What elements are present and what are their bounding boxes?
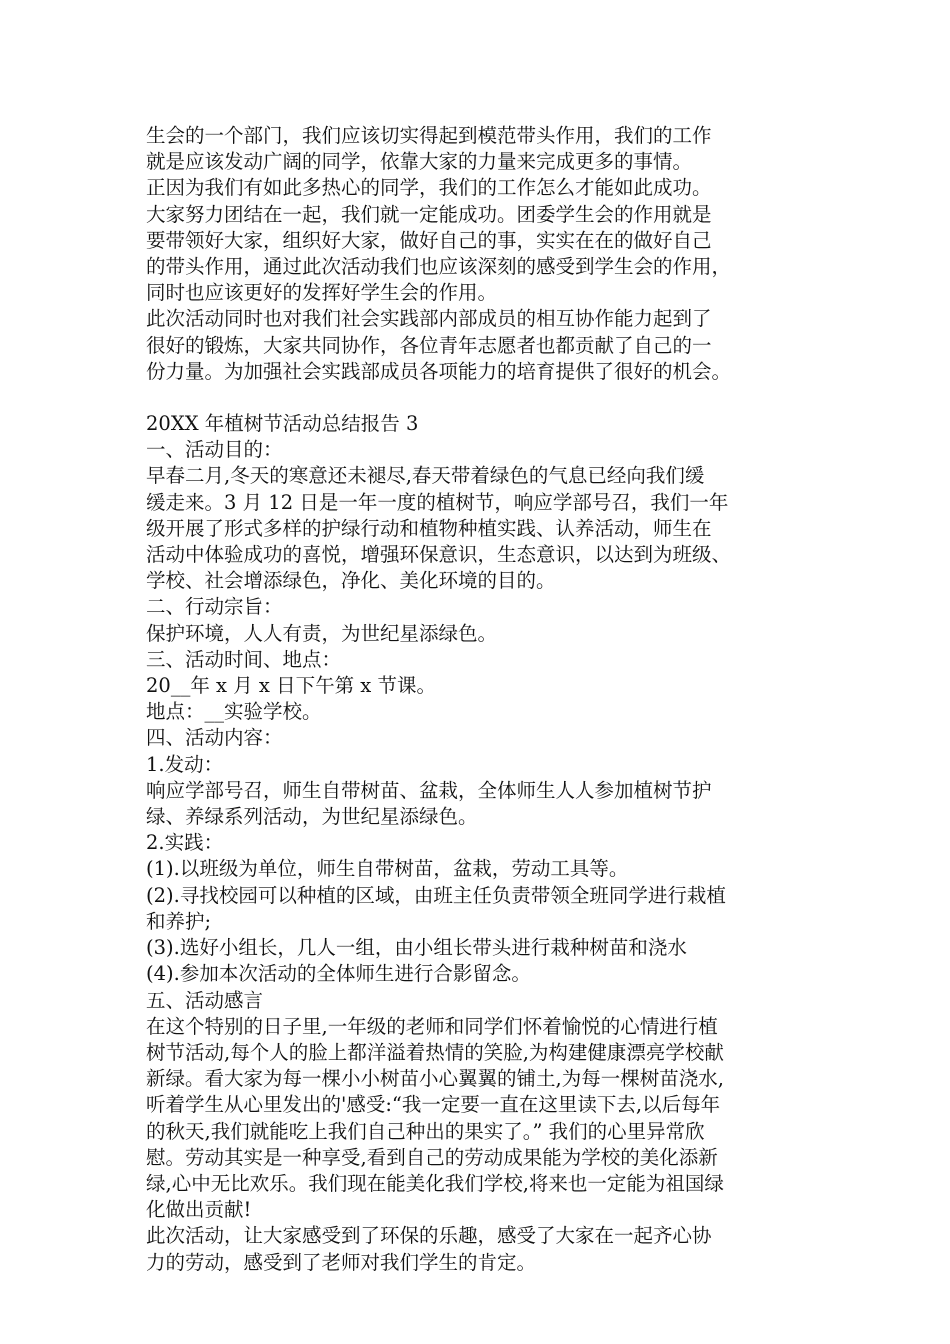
list-item: (2).寻找校园可以种植的区域，由班主任负责带领全班同学进行栽植 xyxy=(146,883,726,907)
section-heading: 五、活动感言 xyxy=(146,988,264,1012)
text-line: 级开展了形式多样的护绿行动和植物种植实践、认养活动，师生在 xyxy=(146,516,712,540)
text-line: 早春二月,冬天的寒意还未褪尽,春天带着绿色的气息已经向我们缓 xyxy=(146,464,705,488)
text-line: 此次活动同时也对我们社会实践部内部成员的相互协作能力起到了 xyxy=(146,307,712,331)
section-title: 20XX 年植树节活动总结报告 3 xyxy=(146,412,419,436)
section-heading: 二、行动宗旨： xyxy=(146,595,283,619)
text-line: 树节活动,每个人的脸上都洋溢着热情的笑脸,为构建健康漂亮学校献 xyxy=(146,1040,724,1064)
text-line: 正因为我们有如此多热心的同学，我们的工作怎么才能如此成功。 xyxy=(146,176,712,200)
text-line: 和养护; xyxy=(146,909,212,933)
list-item: (4).参加本次活动的全体师生进行合影留念。 xyxy=(146,962,531,986)
text-line: 活动中体验成功的喜悦，增强环保意识，生态意识，以达到为班级、 xyxy=(146,543,732,567)
text-line: 缓走来。3 月 12 日是一年一度的植树节，响应学部号召，我们一年 xyxy=(146,490,729,514)
text-line: 份力量。为加强社会实践部成员各项能力的培育提供了很好的机会。 xyxy=(146,359,732,383)
section-heading: 一、活动目的： xyxy=(146,438,283,462)
text-line: 学校、社会增添绿色，净化、美化环境的目的。 xyxy=(146,569,556,593)
text-line: 绿,心中无比欢乐。我们现在能美化我们学校,将来也一定能为祖国绿 xyxy=(146,1171,724,1195)
text-line: 在这个特别的日子里,一年级的老师和同学们怀着愉悦的心情进行植 xyxy=(146,1014,718,1038)
section-heading: 四、活动内容： xyxy=(146,726,283,750)
text-line: 很好的锻炼，大家共同协作，各位青年志愿者也都贡献了自己的一 xyxy=(146,333,712,357)
text-line: 绿、养绿系列活动，为世纪星添绿色。 xyxy=(146,805,478,829)
text-line: 大家努力团结在一起，我们就一定能成功。团委学生会的作用就是 xyxy=(146,202,712,226)
text-line: 响应学部号召，师生自带树苗、盆栽，全体师生人人参加植树节护 xyxy=(146,778,712,802)
text-line: 生会的一个部门，我们应该切实得起到模范带头作用，我们的工作 xyxy=(146,124,712,147)
text-line: 此次活动，让大家感受到了环保的乐趣，感受了大家在一起齐心协 xyxy=(146,1224,712,1248)
list-item: (1).以班级为单位，师生自带树苗，盆栽，劳动工具等。 xyxy=(146,857,629,881)
text-line: 地点：__实验学校。 xyxy=(146,700,322,724)
text-line: 新绿。看大家为每一棵小小树苗小心翼翼的铺土,为每一棵树苗浇水, xyxy=(146,1067,724,1091)
list-item: (3).选好小组长，几人一组，由小组长带头进行栽种树苗和浇水 xyxy=(146,936,687,960)
text-line: 的秋天,我们就能吃上我们自己种出的果实了。” 我们的心里异常欣 xyxy=(146,1119,705,1143)
text-line: 20__年 x 月 x 日下午第 x 节课。 xyxy=(146,674,436,698)
text-line: 力的劳动，感受到了老师对我们学生的肯定。 xyxy=(146,1250,537,1274)
subsection-heading: 2.实践： xyxy=(146,831,224,855)
text-line: 听着学生从心里发出的'感受:“我一定要一直在这里读下去,以后每年 xyxy=(146,1093,721,1117)
text-line: 化做出贡献! xyxy=(146,1198,252,1222)
text-line: 同时也应该更好的发挥好学生会的作用。 xyxy=(146,281,498,305)
document-body xyxy=(146,123,814,1276)
text-line: 就是应该发动广阔的同学，依靠大家的力量来完成更多的事情。 xyxy=(146,150,693,174)
text-line: 保护环境，人人有责，为世纪星添绿色。 xyxy=(146,621,498,645)
blank-line xyxy=(146,385,814,411)
section-heading: 三、活动时间、地点： xyxy=(146,647,342,671)
text-line: 慰。劳动其实是一种享受,看到自己的劳动成果能为学校的美化添新 xyxy=(146,1145,718,1169)
text-line: 要带领好大家，组织好大家，做好自己的事，实实在在的做好自己 xyxy=(146,228,712,252)
subsection-heading: 1.发动： xyxy=(146,752,224,776)
text-line: 的带头作用，通过此次活动我们也应该深刻的感受到学生会的作用， xyxy=(146,255,732,279)
